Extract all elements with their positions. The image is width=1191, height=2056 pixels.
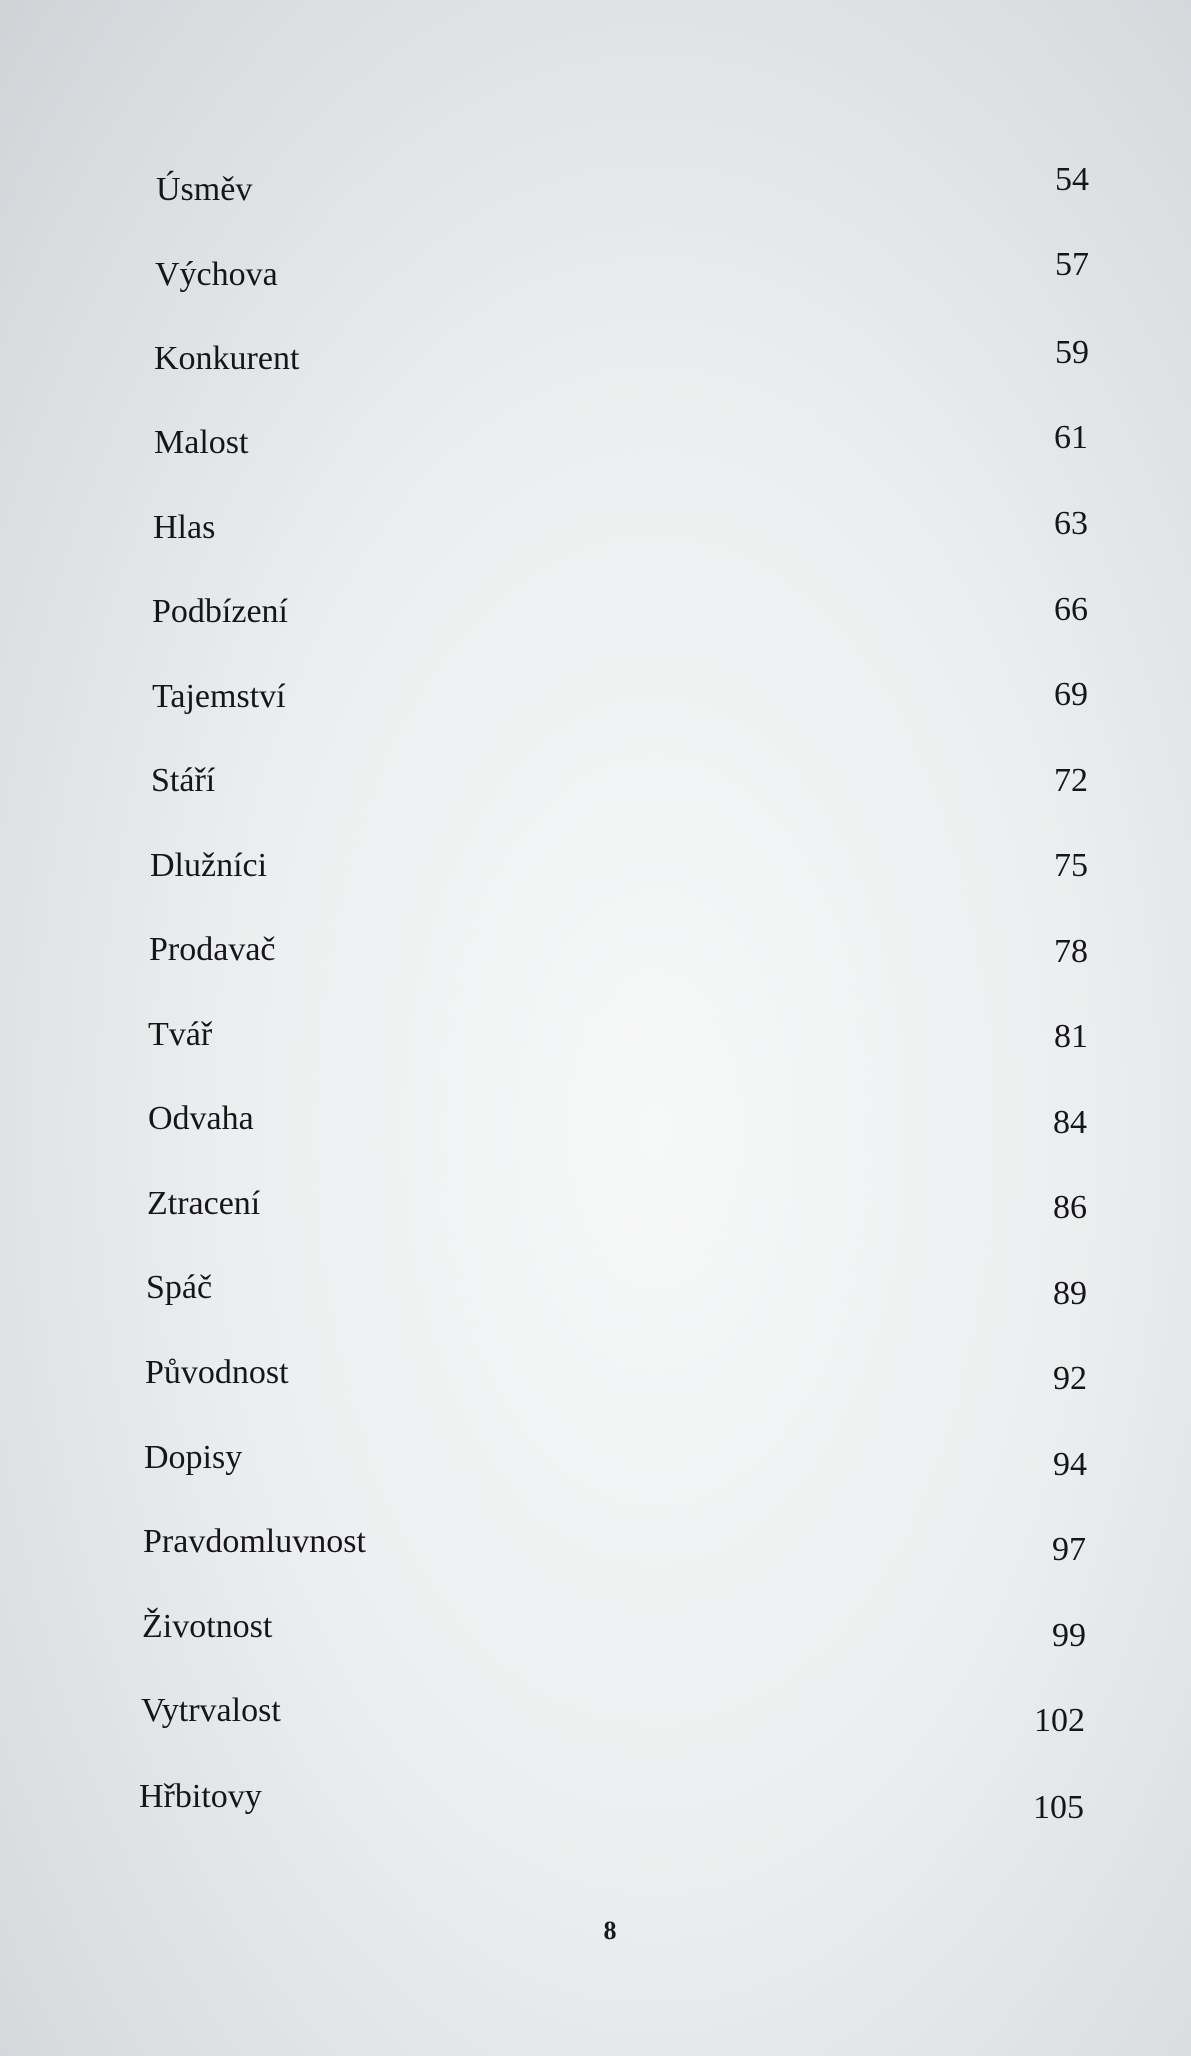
toc-entry xyxy=(0,1767,1191,1827)
toc-entry-title: Malost xyxy=(154,424,249,461)
toc-entry-page: 75 xyxy=(1054,847,1088,884)
toc-entry-page: 84 xyxy=(1053,1104,1087,1141)
toc-entry xyxy=(0,329,1191,389)
toc-entry-page: 66 xyxy=(1054,591,1088,628)
toc-entry-page: 59 xyxy=(1055,334,1089,371)
toc-entry-title: Hlas xyxy=(153,509,216,546)
toc-entry-title: Spáč xyxy=(146,1269,213,1306)
toc-entry xyxy=(0,1428,1191,1488)
toc-entry xyxy=(0,1343,1191,1403)
toc-entry-page: 97 xyxy=(1052,1531,1086,1568)
toc-entry xyxy=(0,920,1191,980)
toc-entry xyxy=(0,1089,1191,1149)
toc-entry xyxy=(0,1005,1191,1065)
toc-entry xyxy=(0,1597,1191,1657)
toc-entry xyxy=(0,160,1191,220)
toc-entry-title: Vytrvalost xyxy=(141,1692,281,1729)
toc-entry-title: Životnost xyxy=(142,1608,273,1645)
toc-entry xyxy=(0,836,1191,896)
toc-entry-title: Prodavač xyxy=(149,931,276,968)
toc-entry-page: 102 xyxy=(1034,1702,1085,1739)
toc-entry-title: Hřbitovy xyxy=(139,1778,262,1815)
toc-entry-page: 63 xyxy=(1054,505,1088,542)
toc-entry-page: 57 xyxy=(1055,246,1089,283)
toc-entry-title: Dopisy xyxy=(144,1439,243,1476)
toc-entry xyxy=(0,498,1191,558)
toc-entry-title: Původnost xyxy=(145,1354,289,1391)
toc-entry-page: 81 xyxy=(1054,1018,1088,1055)
toc-entry-page: 89 xyxy=(1053,1275,1087,1312)
toc-entry-title: Podbízení xyxy=(152,593,288,630)
toc-entry-page: 99 xyxy=(1052,1617,1086,1654)
toc-entry xyxy=(0,1258,1191,1318)
toc-entry xyxy=(0,1512,1191,1572)
toc-entry xyxy=(0,582,1191,642)
toc-entry xyxy=(0,1681,1191,1741)
toc-entry-title: Dlužníci xyxy=(150,847,268,884)
toc-entry-title: Stáří xyxy=(151,762,216,799)
page-number: 8 xyxy=(603,1916,617,1945)
toc-entry-page: 105 xyxy=(1033,1789,1084,1826)
toc-entry-title: Úsměv xyxy=(156,171,253,208)
toc-entry-page: 86 xyxy=(1053,1189,1087,1226)
toc-entry-page: 78 xyxy=(1054,933,1088,970)
toc-entry-page: 69 xyxy=(1054,676,1088,713)
toc-entry-page: 54 xyxy=(1055,161,1089,198)
toc-entry-title: Výchova xyxy=(155,256,278,293)
toc-entry xyxy=(0,245,1191,305)
toc-entry xyxy=(0,1174,1191,1234)
toc-entry-page: 61 xyxy=(1054,419,1088,456)
toc-entry-title: Ztracení xyxy=(147,1185,261,1222)
toc-entry-title: Tajemství xyxy=(152,678,286,715)
toc-entry-title: Pravdomluvnost xyxy=(143,1523,366,1560)
toc-entry-page: 94 xyxy=(1053,1446,1087,1483)
toc-entry xyxy=(0,413,1191,473)
toc-entry-page: 72 xyxy=(1054,762,1088,799)
toc-entry xyxy=(0,667,1191,727)
toc-entry-title: Konkurent xyxy=(154,340,300,377)
toc-entry-page: 92 xyxy=(1053,1360,1087,1397)
toc-entry-title: Tvář xyxy=(148,1016,213,1053)
toc-entry-title: Odvaha xyxy=(148,1100,254,1137)
toc-entry xyxy=(0,751,1191,811)
